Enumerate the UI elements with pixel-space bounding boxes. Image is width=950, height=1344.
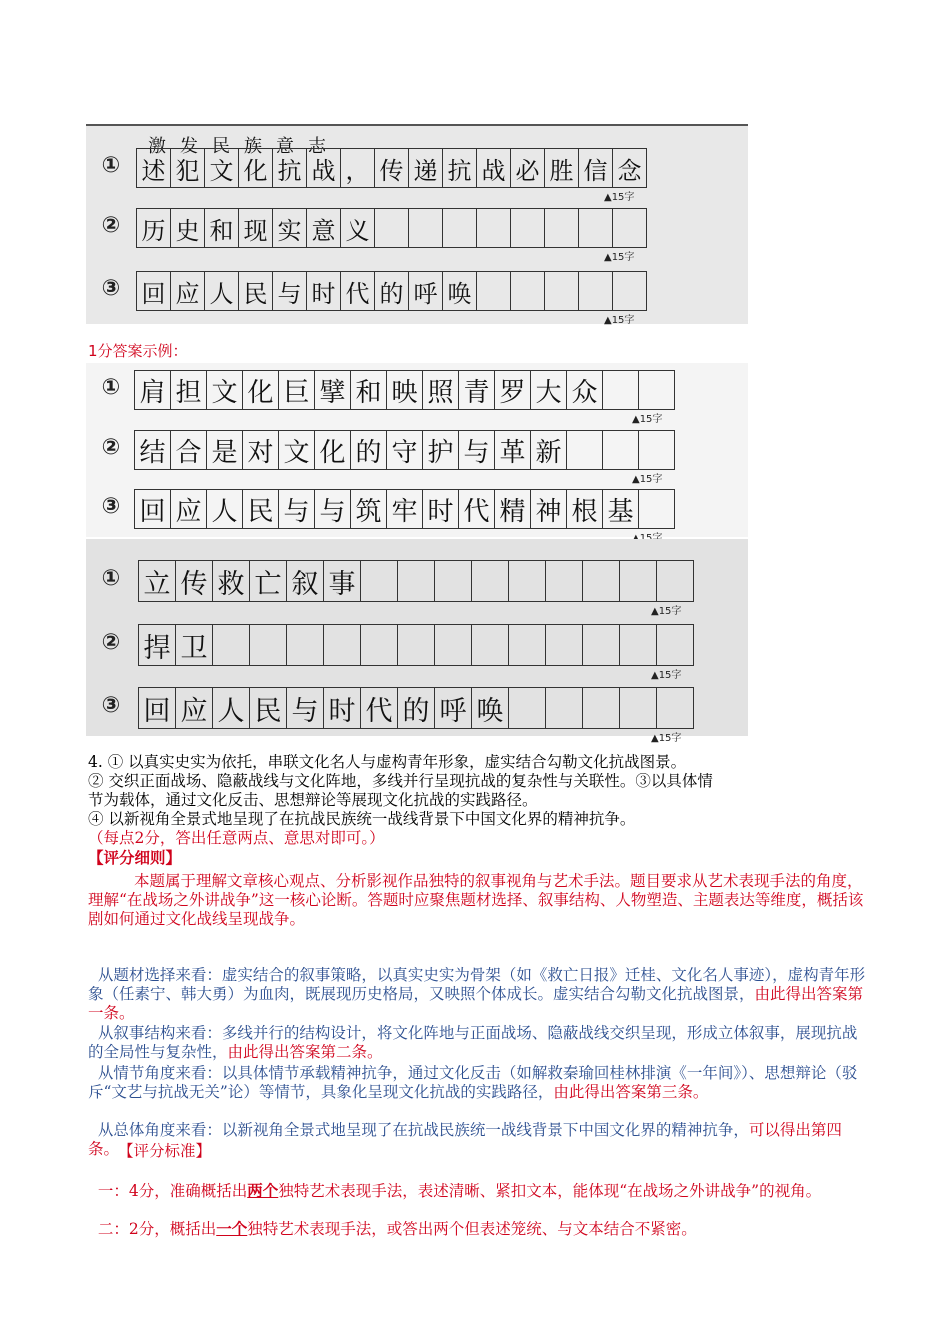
answer-cell — [603, 431, 639, 469]
answer-cell: 义 — [341, 209, 375, 247]
answer-cell: 与 — [287, 688, 324, 728]
row-number: ② — [101, 213, 121, 238]
answer-boxes — [138, 560, 694, 602]
answer-cell — [472, 625, 509, 665]
answer-cell: 护 — [423, 431, 459, 469]
answer-cell — [603, 371, 639, 409]
answer-cell: 与 — [273, 272, 307, 310]
answer-cell — [545, 209, 579, 247]
answer-cell: 递 — [409, 149, 443, 187]
answer-point-4: ④ 以新视角全景式地呈现了在抗战民族统一战线背景下中国文化界的精神抗争。 — [88, 810, 636, 828]
answer-cell — [435, 625, 472, 665]
word-count-mark: ▲15字 — [632, 414, 663, 425]
answer-cell: 抗 — [273, 149, 307, 187]
answer-cell: 擘 — [315, 371, 351, 409]
score-note: （每点2分，答出任意两点、意思对即可。） — [88, 829, 385, 847]
answer-point-1: 4. ① 以真实史实为依托，串联文化名人与虚构青年形象，虚实结合勾勒文化抗战图景。 — [88, 753, 687, 771]
answer-cell — [511, 209, 545, 247]
answer-cell: 民 — [250, 688, 287, 728]
answer-cell: 救 — [213, 561, 250, 601]
answer-cell — [361, 625, 398, 665]
answer-cell: 胜 — [545, 149, 579, 187]
answer-cell: 抗 — [443, 149, 477, 187]
answer-cell: 巨 — [279, 371, 315, 409]
standard-heading: 【评分标准】 — [118, 1142, 212, 1160]
answer-cell: 犯 — [171, 149, 205, 187]
answer-cell: 战 — [477, 149, 511, 187]
rules-intro: 本题属于理解文章核心观点、分析影视作品独特的叙事视角与艺术手法。题目要求从艺术表现手法的角度，理解“在战场之外讲战争”这一核心论断。答题时应聚焦题材选择、叙事结构、人物塑造、主题表达等维度，概括该剧如何通过文化战线呈现战争。 — [88, 872, 864, 928]
answer-cell — [546, 561, 583, 601]
answer-boxes — [136, 208, 647, 248]
answer-cell — [620, 688, 657, 728]
answer-boxes — [134, 430, 675, 470]
answer-cell: 文 — [279, 431, 315, 469]
answer-cell — [579, 272, 613, 310]
word-count-mark: ▲15字 — [632, 474, 663, 485]
answer-cell: 时 — [324, 688, 361, 728]
answer-cell: 应 — [171, 490, 207, 528]
answer-cell — [620, 625, 657, 665]
answer-cell: 应 — [171, 272, 205, 310]
answer-cell — [509, 688, 546, 728]
answer-cell: 历 — [137, 209, 171, 247]
answer-cell: 立 — [139, 561, 176, 601]
answer-cell: 呼 — [409, 272, 443, 310]
answer-cell: 担 — [171, 371, 207, 409]
answer-cell: 回 — [137, 272, 171, 310]
answer-cell — [511, 272, 545, 310]
answer-cell: 唤 — [472, 688, 509, 728]
answer-cell — [324, 625, 361, 665]
answer-cell — [620, 561, 657, 601]
answer-cell: 唤 — [443, 272, 477, 310]
standard-level-1: 一：4分，准确概括出两个独特艺术表现手法，表述清晰、紧扣文本，能体现“在战场之外讲战争”的视角。 — [97, 1181, 822, 1200]
answer-cell — [398, 625, 435, 665]
answer-cell: 革 — [495, 431, 531, 469]
answer-cell — [213, 625, 250, 665]
answer-cell: 化 — [315, 431, 351, 469]
answer-cell: 基 — [603, 490, 639, 528]
answer-boxes — [138, 624, 694, 666]
student-answer-scan-2 — [86, 363, 748, 537]
answer-cell: 应 — [176, 688, 213, 728]
answer-cell: 是 — [207, 431, 243, 469]
answer-cell: 念 — [613, 149, 647, 187]
answer-cell — [583, 688, 620, 728]
answer-cell: 众 — [567, 371, 603, 409]
answer-cell: 实 — [273, 209, 307, 247]
answer-cell: 和 — [351, 371, 387, 409]
answer-cell: 青 — [459, 371, 495, 409]
answer-point-3-cont: 节为载体，通过文化反击、思想辩论等展现文化抗战的实践路径。 — [88, 791, 538, 809]
row-number: ① — [101, 153, 121, 178]
answer-cell — [583, 625, 620, 665]
word-count-mark: ▲15字 — [651, 670, 682, 681]
answer-cell: 大 — [531, 371, 567, 409]
answer-cell: 人 — [207, 490, 243, 528]
answer-cell: 民 — [239, 272, 273, 310]
analysis-plot: 从情节角度来看：以具体情节承载精神抗争，通过文化反击（如解救秦瑜回桂林排演《一年间》）、思想辩论（驳斥“文艺与抗战无关”论）等情节，具象化呈现文化抗战的实践路径，由此得出答案第三条。 — [88, 1064, 858, 1101]
answer-cell: 卫 — [176, 625, 213, 665]
answer-cell — [435, 561, 472, 601]
answer-cell — [409, 209, 443, 247]
answer-cell: 传 — [375, 149, 409, 187]
answer-cell — [443, 209, 477, 247]
student-answer-scan-3 — [86, 539, 748, 744]
answer-cell: 回 — [139, 688, 176, 728]
answer-cell: 守 — [387, 431, 423, 469]
answer-cell: 的 — [351, 431, 387, 469]
answer-cell: ， — [341, 149, 375, 187]
answer-cell: 必 — [511, 149, 545, 187]
answer-cell — [657, 561, 694, 601]
word-count-mark: ▲15字 — [651, 733, 682, 744]
answer-boxes — [134, 489, 675, 529]
example-label: 1分答案示例： — [88, 342, 188, 360]
answer-cell: 述 — [137, 149, 171, 187]
answer-cell: 牢 — [387, 490, 423, 528]
answer-cell: 合 — [171, 431, 207, 469]
answer-cell — [583, 561, 620, 601]
answer-cell — [287, 625, 324, 665]
answer-cell — [657, 688, 694, 728]
answer-cell — [613, 272, 647, 310]
answer-cell: 代 — [361, 688, 398, 728]
answer-cell: 现 — [239, 209, 273, 247]
answer-point-2-3: ② 交织正面战场、隐蔽战线与文化阵地，多线并行呈现抗战的复杂性与关联性。③以具体情 — [88, 772, 713, 790]
answer-cell: 传 — [176, 561, 213, 601]
answer-cell: 精 — [495, 490, 531, 528]
analysis-overall: 从总体角度来看：以新视角全景式地呈现了在抗战民族统一战线背景下中国文化界的精神抗争，可以得出第四条。 — [88, 1121, 842, 1158]
answer-cell: 筑 — [351, 490, 387, 528]
answer-cell: 化 — [239, 149, 273, 187]
answer-boxes — [136, 148, 647, 188]
answer-cell: 文 — [207, 371, 243, 409]
answer-cell: 呼 — [435, 688, 472, 728]
row-number: ① — [101, 566, 121, 591]
answer-cell: 史 — [171, 209, 205, 247]
answer-cell: 的 — [375, 272, 409, 310]
word-count-mark: ▲15字 — [604, 192, 635, 203]
answer-cell — [639, 371, 675, 409]
answer-cell: 代 — [459, 490, 495, 528]
answer-cell — [657, 625, 694, 665]
answer-cell: 肩 — [135, 371, 171, 409]
word-count-mark: ▲15字 — [604, 315, 635, 326]
answer-cell: 意 — [307, 209, 341, 247]
answer-boxes — [134, 370, 675, 410]
rules-heading: 【评分细则】 — [88, 848, 182, 867]
answer-cell — [398, 561, 435, 601]
answer-cell: 亡 — [250, 561, 287, 601]
row-number: ② — [101, 435, 121, 460]
answer-boxes — [138, 687, 694, 729]
answer-cell — [509, 625, 546, 665]
answer-cell: 捍 — [139, 625, 176, 665]
answer-boxes — [136, 271, 647, 311]
answer-cell — [375, 209, 409, 247]
answer-cell: 和 — [205, 209, 239, 247]
answer-cell: 人 — [213, 688, 250, 728]
row-number: ② — [101, 630, 121, 655]
answer-cell: 事 — [324, 561, 361, 601]
answer-cell: 时 — [307, 272, 341, 310]
answer-cell: 与 — [315, 490, 351, 528]
answer-cell: 化 — [243, 371, 279, 409]
answer-cell: 民 — [243, 490, 279, 528]
answer-cell: 对 — [243, 431, 279, 469]
answer-cell: 战 — [307, 149, 341, 187]
answer-cell — [567, 431, 603, 469]
answer-cell: 新 — [531, 431, 567, 469]
answer-cell — [579, 209, 613, 247]
answer-cell: 结 — [135, 431, 171, 469]
answer-cell — [477, 209, 511, 247]
word-count-mark: ▲15字 — [604, 252, 635, 263]
answer-cell: 神 — [531, 490, 567, 528]
answer-cell — [613, 209, 647, 247]
answer-cell — [477, 272, 511, 310]
student-answer-scan-1 — [86, 124, 748, 324]
answer-cell — [472, 561, 509, 601]
answer-cell — [546, 625, 583, 665]
answer-cell: 与 — [459, 431, 495, 469]
row-number: ③ — [101, 494, 121, 519]
answer-cell: 罗 — [495, 371, 531, 409]
answer-cell — [545, 272, 579, 310]
row-number: ③ — [101, 276, 121, 301]
handwritten-insertion: 激发民族意志 — [148, 136, 340, 157]
answer-cell: 代 — [341, 272, 375, 310]
answer-cell — [639, 490, 675, 528]
word-count-mark: ▲15字 — [651, 606, 682, 617]
answer-cell: 回 — [135, 490, 171, 528]
row-number: ① — [101, 375, 121, 400]
answer-cell — [546, 688, 583, 728]
analysis-material: 从题材选择来看：虚实结合的叙事策略，以真实史实为骨架（如《救亡日报》迁桂、文化名人事迹），虚构青年形象（任素宁、韩大勇）为血肉，既展现历史格局，又映照个体成长。虚实结合勾勒文化抗战图景，由此得出答案第一条。 — [88, 966, 866, 1022]
answer-cell — [639, 431, 675, 469]
row-number: ③ — [101, 693, 121, 718]
answer-cell: 叙 — [287, 561, 324, 601]
answer-cell: 根 — [567, 490, 603, 528]
answer-cell: 信 — [579, 149, 613, 187]
answer-cell: 人 — [205, 272, 239, 310]
answer-cell — [250, 625, 287, 665]
answer-cell: 照 — [423, 371, 459, 409]
answer-cell — [361, 561, 398, 601]
standard-level-2: 二：2分，概括出一个独特艺术表现手法，或答出两个但表述笼统、与文本结合不紧密。 — [97, 1219, 697, 1238]
answer-cell: 与 — [279, 490, 315, 528]
answer-cell — [509, 561, 546, 601]
answer-cell: 文 — [205, 149, 239, 187]
answer-cell: 时 — [423, 490, 459, 528]
answer-cell: 的 — [398, 688, 435, 728]
analysis-structure: 从叙事结构来看：多线并行的结构设计，将文化阵地与正面战场、隐蔽战线交织呈现，形成立体叙事，展现抗战的全局性与复杂性，由此得出答案第二条。 — [88, 1024, 858, 1061]
answer-cell: 映 — [387, 371, 423, 409]
